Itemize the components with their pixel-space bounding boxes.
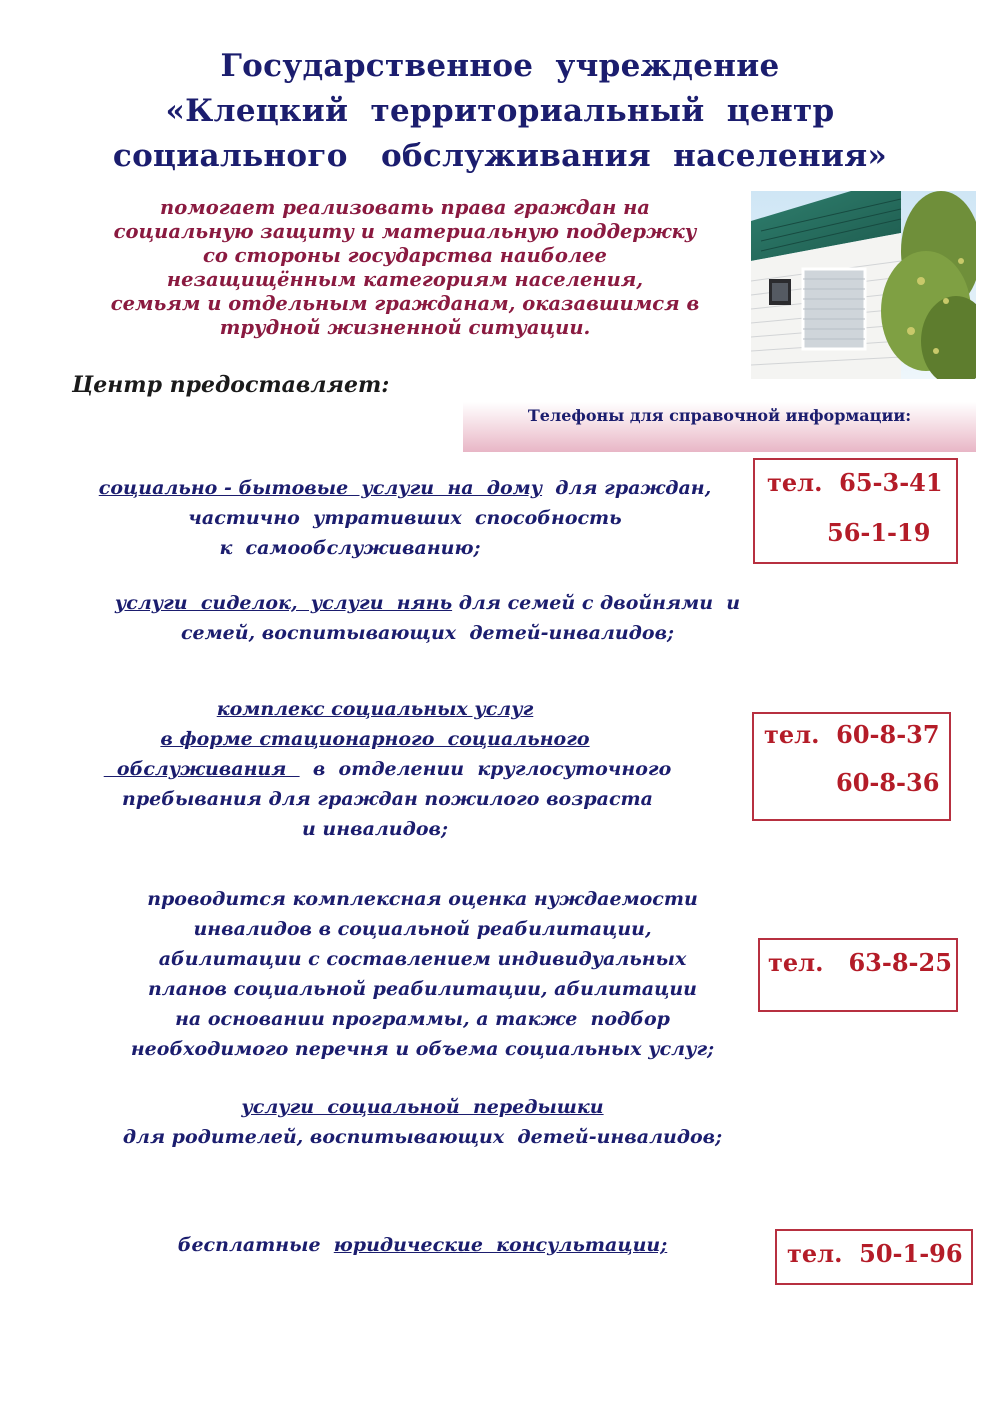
phone-number: тел. 65-3-41 <box>767 468 943 497</box>
service-title: юридические консультации; <box>333 1234 668 1256</box>
building-photo <box>751 191 976 379</box>
service-line: к самообслуживанию; <box>219 537 481 559</box>
phone-number: 56-1-19 <box>827 518 931 547</box>
service-line <box>60 1092 785 1122</box>
service-line: необходимого перечня и объема социальных услуг; <box>130 1038 715 1060</box>
title-line-1: Государственное учреждение <box>220 48 780 84</box>
service-line: обслуживания в отделении круглосуточного <box>103 758 672 780</box>
service-line: инвалидов в социальной реабилитации, <box>193 918 652 940</box>
service-line: частично утративших способность <box>188 507 622 529</box>
service-line: семей, воспитывающих детей-инвалидов; <box>180 622 675 644</box>
intro-line: трудной жизненной ситуации. <box>219 316 591 339</box>
service-title: в форме стационарного социального <box>160 728 590 750</box>
phone-box-4 <box>775 1229 973 1285</box>
service-home-care <box>60 473 750 563</box>
title-line-3: социального обслуживания населения» <box>112 138 888 174</box>
phone-number: тел. 63-8-25 <box>768 948 952 977</box>
intro-line: незащищённым категориям населения, <box>166 268 644 291</box>
service-nurses-nannies <box>75 588 780 648</box>
center-provides-heading: Центр предоставляет: <box>72 372 390 398</box>
service-title: услуги социальной передышки <box>241 1096 604 1118</box>
page-title <box>0 44 1000 179</box>
service-inpatient <box>60 694 785 844</box>
service-respite <box>60 1092 785 1152</box>
intro-paragraph <box>60 196 750 340</box>
service-line: для родителей, воспитывающих детей-инвалидов; <box>122 1126 723 1148</box>
service-line: на основании программы, а также подбор <box>175 1008 670 1030</box>
intro-line: со стороны государства наиболее <box>203 244 607 267</box>
phone-number: тел. 50-1-96 <box>787 1239 963 1268</box>
service-line: проводится комплексная оценка нуждаемости <box>147 888 698 910</box>
service-needs-assessment <box>60 884 785 1064</box>
service-title: обслуживания <box>103 758 300 780</box>
phone-box-2 <box>752 712 951 821</box>
service-line: пребывания для граждан пожилого возраста <box>122 788 653 810</box>
intro-line: помогает реализовать права граждан на <box>160 196 650 219</box>
intro-line: социальную защиту и материальную поддержку <box>113 220 697 243</box>
service-legal <box>60 1230 785 1260</box>
service-line: услуги сиделок, услуги нянь для семей с двойнями и <box>114 592 741 614</box>
service-line <box>60 724 785 754</box>
phone-box-3 <box>758 938 958 1012</box>
phone-number: тел. 60-8-37 <box>764 720 940 749</box>
service-line: планов социальной реабилитации, абилитации <box>147 978 697 1000</box>
service-line: бесплатные юридические консультации; <box>177 1234 668 1256</box>
phones-banner: Телефоны для справочной информации: <box>463 402 976 452</box>
service-title: комплекс социальных услуг <box>216 698 534 720</box>
service-line: и инвалидов; <box>302 818 448 840</box>
service-title: услуги сиделок, услуги нянь <box>114 592 453 614</box>
service-line <box>60 694 785 724</box>
service-line: абилитации с составлением индивидуальных <box>158 948 687 970</box>
intro-line: семьям и отдельным гражданам, оказавшимся в <box>110 292 700 315</box>
phone-box-1 <box>753 458 958 564</box>
phone-number: 60-8-36 <box>836 768 940 797</box>
title-line-2: «Клецкий территориальный центр <box>165 93 835 129</box>
service-line: социально - бытовые услуги на дому для граждан, <box>98 477 712 499</box>
service-title: социально - бытовые услуги на дому <box>98 477 543 499</box>
